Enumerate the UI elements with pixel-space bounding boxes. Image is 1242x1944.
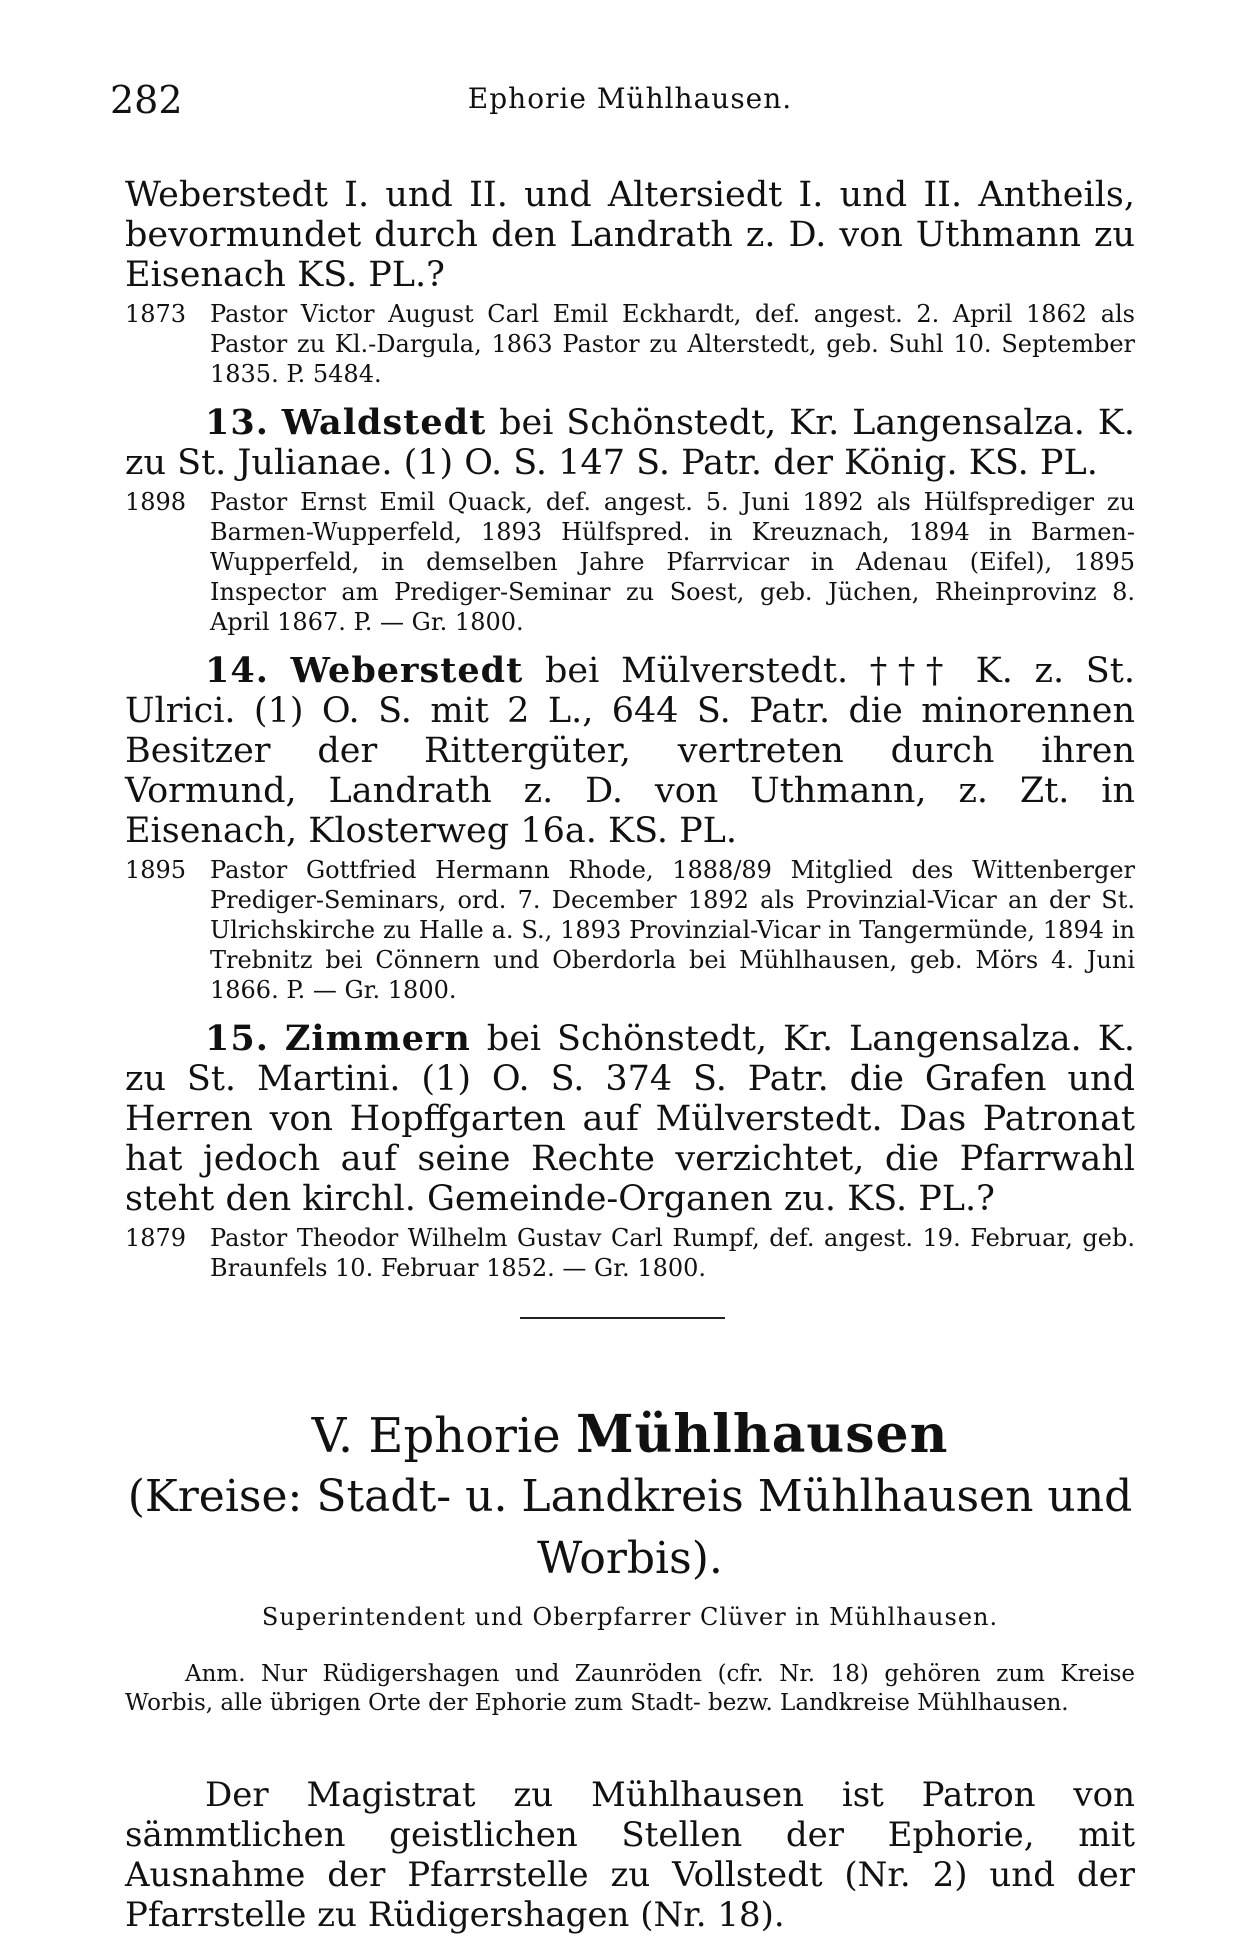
parish-name: Zimmern bbox=[284, 1018, 471, 1059]
section-title-prefix: V. Ephorie bbox=[311, 1408, 561, 1464]
entry-15 bbox=[125, 1019, 1135, 1219]
pastor-details: Pastor Ernst Emil Quack, def. angest. 5. Juni 1892 als Hülfsprediger zu Barmen-Wupperfeld, 1893 Hülfspred. in Kreuznach, 1894 in Barmen-Wupperfeld, in demselben Jahre Pfarrvicar in Adenau (Eifel), 1895 Inspector am Prediger-Seminar zu Soest, geb. Jüchen, Rheinprovinz 8. April 1867. P. — Gr. 1800. bbox=[210, 488, 1135, 636]
section-divider bbox=[520, 1317, 725, 1319]
entry-14 bbox=[125, 651, 1135, 851]
entry-number: 13. bbox=[205, 402, 269, 443]
pastor-details: Pastor Theodor Wilhelm Gustav Carl Rumpf, def. angest. 19. Februar, geb. Braunfels 10. Februar 1852. — Gr. 1800. bbox=[210, 1224, 1135, 1282]
entry-13 bbox=[125, 403, 1135, 483]
pastor-details: Pastor Victor August Carl Emil Eckhardt, def. angest. 2. April 1862 als Pastor zu Kl.-Dargula, 1863 Pastor zu Alterstedt, geb. Suhl 10. September 1835. P. 5484. bbox=[210, 300, 1135, 388]
entry-number: 14. bbox=[205, 650, 269, 691]
entry-number: 15. bbox=[205, 1018, 269, 1059]
superintendent-line: Superintendent und Oberpfarrer Clüver in Mühlhausen. bbox=[261, 1603, 999, 1631]
entry-text: bei Schönstedt, Kr. Langensalza. K. zu St. Martini. (1) O. S. 374 S. Patr. die Grafen und Herren von Hopffgarten auf Mülverstedt. Das Patronat hat jedoch auf seine Rechte verzichtet, die Pfarrwahl steht den kirchl. Gemeinde-Organen zu. KS. PL.? bbox=[125, 1019, 1135, 1219]
section-title-main: Mühlhausen bbox=[575, 1404, 949, 1465]
running-title: Ephorie Mühlhausen. bbox=[467, 82, 793, 115]
pastor-details: Pastor Gottfried Hermann Rhode, 1888/89 Mitglied des Wittenberger Prediger-Seminars, ord. 7. December 1892 als Provinzial-Vicar an der St. Ulrichskirche zu Halle a. S., 1893 Provinzial-Vicar in Tangermünde, 1894 in Trebnitz bei Cönnern und Oberdorla bei Mühlhausen, geb. Mörs 4. Juni 1866. P. — Gr. 1800. bbox=[210, 856, 1135, 1004]
entry-12-continuation: Weberstedt I. und II. und Altersiedt I. und II. Antheils, bevormundet durch den Landrath z. D. von Uthmann zu Eisenach KS. PL.? bbox=[125, 175, 1135, 295]
pastor-year: 1895 bbox=[125, 856, 187, 884]
pastor-year: 1879 bbox=[125, 1224, 187, 1252]
pastor-year: 1873 bbox=[125, 300, 187, 328]
entry-text: bei Schönstedt, Kr. Langensalza. K. zu St. Julianae. (1) O. S. 147 S. Patr. der König. KS. PL. bbox=[125, 403, 1135, 483]
parish-entries bbox=[125, 175, 1135, 1297]
entry-13-pastor bbox=[125, 487, 1135, 637]
page-number: 282 bbox=[110, 78, 183, 122]
entry-12-pastor bbox=[125, 299, 1135, 389]
entry-text: bei Mülverstedt. ††† K. z. St. Ulrici. (1) O. S. mit 2 L., 644 S. Patr. die minorennen Besitzer der Rittergüter, vertreten durch ihren Vormund, Landrath z. D. von Uthmann, z. Zt. in Eisenach, Klosterweg 16a. KS. PL. bbox=[125, 651, 1135, 851]
pastor-year: 1898 bbox=[125, 488, 187, 516]
parish-name: Weberstedt bbox=[290, 650, 524, 691]
section-title bbox=[110, 1405, 1150, 1466]
parish-name: Waldstedt bbox=[281, 402, 487, 443]
page-header bbox=[110, 78, 1150, 128]
section-subtitle: (Kreise: Stadt- u. Landkreis Mühlhausen und Worbis). bbox=[127, 1471, 1133, 1584]
entry-14-pastor bbox=[125, 855, 1135, 1005]
patron-paragraph: Der Magistrat zu Mühlhausen ist Patron von sämmtlichen geistlichen Stellen der Ephorie, mit Ausnahme der Pfarrstelle zu Vollstedt (Nr. 2) und der Pfarrstelle zu Rüdigershagen (Nr. 18). bbox=[125, 1775, 1135, 1935]
section-heading bbox=[110, 1405, 1150, 1590]
entry-15-pastor bbox=[125, 1223, 1135, 1283]
annotation-note: Anm. Nur Rüdigershagen und Zaunröden (cfr. Nr. 18) gehören zum Kreise Worbis, alle übrigen Orte der Ephorie zum Stadt- bezw. Landkreise Mühlhausen. bbox=[125, 1661, 1135, 1716]
